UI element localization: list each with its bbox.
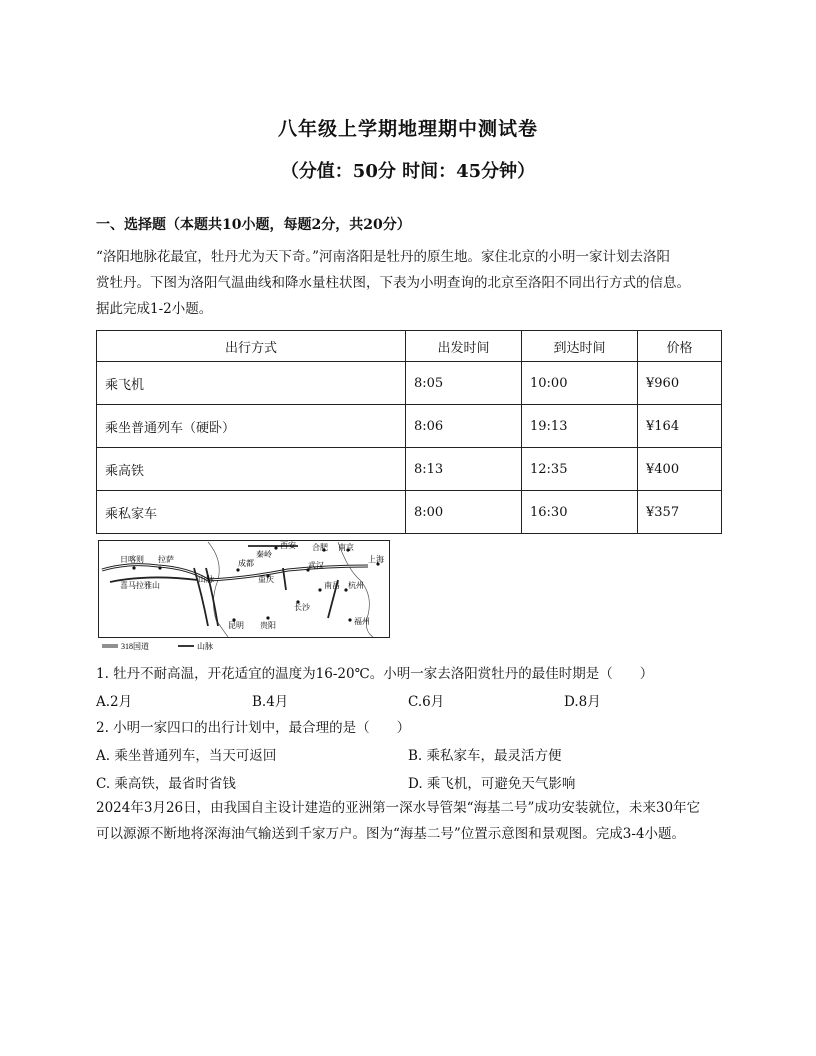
table-cell: 19:13 (522, 405, 638, 448)
table-header-row (97, 331, 722, 362)
map-label: 合肥 (312, 543, 328, 552)
q1-option: D.8月 (564, 694, 601, 710)
map-label: 福州 (354, 617, 370, 626)
table-row (97, 448, 722, 491)
table-cell: 8:06 (406, 405, 522, 448)
map-label: 秦岭 (256, 550, 272, 559)
route-318-map (98, 540, 390, 652)
q2-option: A. 乘坐普通列车，当天可返回 (96, 748, 277, 764)
col-header: 出发时间 (406, 331, 522, 362)
map-label: 日喀则 (120, 555, 144, 564)
q1-option: B.4月 (252, 694, 289, 710)
map-label: 南昌 (324, 581, 340, 590)
q1-option: C.6月 (408, 694, 445, 710)
col-header: 出行方式 (97, 331, 406, 362)
map-label: 拉萨 (158, 555, 174, 564)
table-cell: 乘坐普通列车（硬卧） (97, 405, 406, 448)
page-title: 八年级上学期地理期中测试卷 (277, 118, 538, 140)
legend-label: 318国道 (121, 642, 149, 651)
intro-line: 据此完成1-2小题。 (96, 301, 213, 317)
map-legend (102, 641, 213, 651)
table-row (97, 491, 722, 534)
map-label: 武汉 (308, 561, 324, 570)
q2-option: D. 乘飞机，可避免天气影响 (408, 776, 576, 792)
table-cell: 乘私家车 (97, 491, 406, 534)
intro-line: 2024年3月26日，由我国自主设计建造的亚洲第一深水导管架“海基二号”成功安装就位，未来30年它 (96, 800, 701, 816)
intro-paragraph-1 (96, 244, 726, 322)
table-cell: 乘飞机 (97, 362, 406, 405)
map-label: 西安 (280, 541, 296, 550)
map-label: 喜马拉雅山 (120, 581, 160, 590)
map-label: 长沙 (294, 603, 310, 612)
table-row (97, 362, 722, 405)
map-label: 昆明 (228, 621, 244, 630)
table-cell: ¥357 (638, 491, 722, 534)
table-cell: ¥960 (638, 362, 722, 405)
travel-table (96, 330, 722, 534)
table-row (97, 405, 722, 448)
q2-option: B. 乘私家车，最灵活方便 (408, 748, 562, 764)
table-cell: 8:13 (406, 448, 522, 491)
intro-line: “洛阳地脉花最宜，牡丹尤为天下奇。”河南洛阳是牡丹的原生地。家住北京的小明一家计划去洛阳 (96, 249, 671, 265)
map-label: 山脉 (198, 575, 214, 584)
map-label: 成都 (238, 559, 254, 568)
intro-line: 赏牡丹。下图为洛阳气温曲线和降水量柱状图，下表为小明查询的北京至洛阳不同出行方式的信息。 (96, 275, 690, 291)
table-cell: 乘高铁 (97, 448, 406, 491)
intro-line: 可以源源不断地将深海油气输送到千家万户。图为“海基二号”位置示意图和景观图。完成3-4小题。 (96, 826, 686, 842)
question-1: 1. 牡丹不耐高温，开花适宜的温度为16-20℃。小明一家去洛阳赏牡丹的最佳时期是（ ） (96, 666, 654, 682)
q1-option: A.2月 (96, 694, 133, 710)
table-cell: ¥400 (638, 448, 722, 491)
question-2: 2. 小明一家四口的出行计划中，最合理的是（ ） (96, 720, 411, 736)
table-cell: 10:00 (522, 362, 638, 405)
map-label: 上海 (368, 555, 384, 564)
map-label: 贵阳 (260, 621, 276, 630)
section-heading: 一、选择题（本题共10小题，每题2分，共20分） (96, 217, 411, 233)
legend-label: 山脉 (197, 642, 213, 651)
map-label: 南京 (338, 543, 354, 552)
map-label: 杭州 (348, 581, 364, 590)
table-cell: 12:35 (522, 448, 638, 491)
table-cell: 8:05 (406, 362, 522, 405)
col-header: 到达时间 (522, 331, 638, 362)
table-cell: 16:30 (522, 491, 638, 534)
page-subtitle: （分值：50分 时间：45分钟） (280, 161, 536, 182)
table-cell: 8:00 (406, 491, 522, 534)
map-label: 重庆 (258, 575, 274, 584)
intro-paragraph-2 (96, 795, 726, 847)
col-header: 价格 (638, 331, 722, 362)
q2-option: C. 乘高铁，最省时省钱 (96, 776, 236, 792)
table-cell: ¥164 (638, 405, 722, 448)
